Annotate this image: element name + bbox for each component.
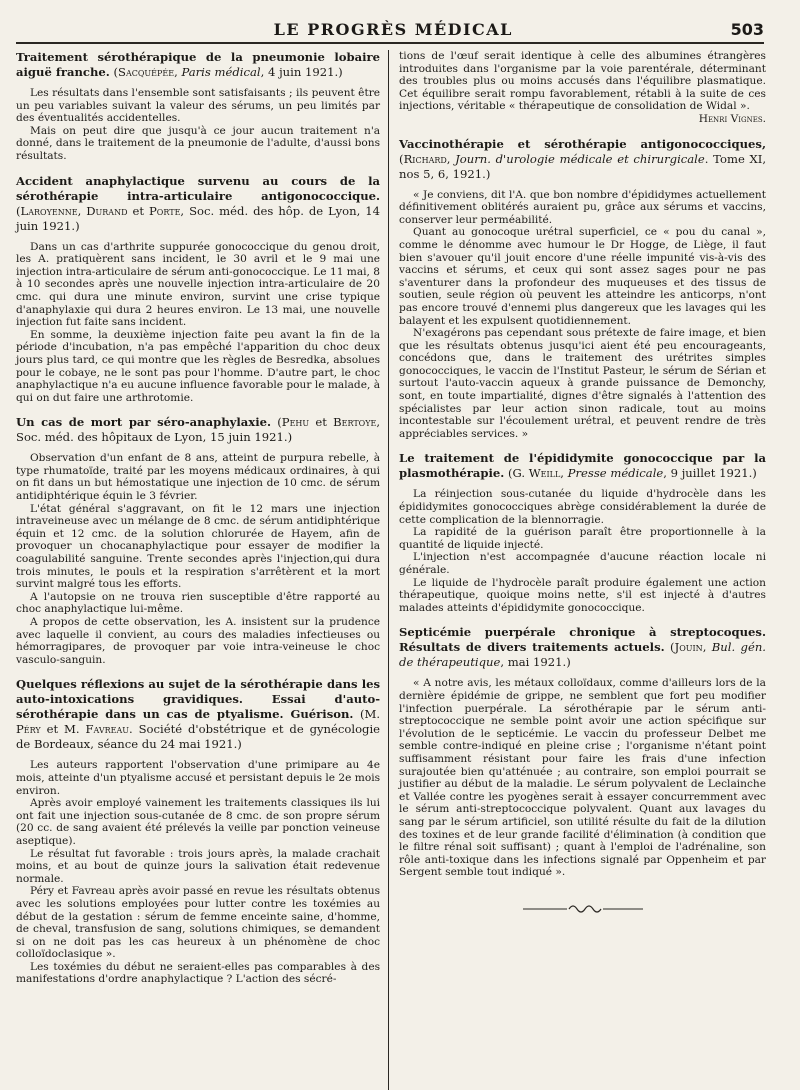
article-paragraph: Observation d'un enfant de 8 ans, atteint de purpura rebelle, à type rhumatoïde, traité par les moyens médicaux ordinaires, à qui on fit dans un but hémostatique une injection de 10 cmc. de sérum antidiphtérique équin le 3 février. <box>16 452 381 503</box>
article-title: Accident anaphylactique survenu au cours de la sérothérapie intra-articulaire antigonococcique. <box>16 173 381 203</box>
citation-run: . Société d'obstétrique et de gynécologie de Bordeaux, séance du 24 mai 1921.) <box>16 722 381 752</box>
citation-run: Bertoye <box>333 415 377 430</box>
article-mort-sero-anaphylaxie <box>16 415 380 666</box>
citation-run: Paris médical <box>181 65 261 79</box>
citation-run: . Tome XI, nos 5, 6, 1921.) <box>399 151 767 181</box>
citation-run: ( <box>271 415 282 430</box>
article-paragraph: Les auteurs rapportent l'observation d'une primipare au 4e mois, atteinte d'un ptyalisme accusé et persistant depuis le 2e mois environ. <box>16 759 381 797</box>
article-paragraph: Dans un cas d'arthrite suppurée gonococcique du genou droit, les A. pratiquèrent sans incident, le 30 avril et le 9 mai une injection intra-articulaire de sérum anti-gonococcique. Le 11 mai, 8 à 10 secondes après une nouvelle injection intra-articulaire de 20 cmc. qui dura une minute environ, survint une crise typique d'anaphylaxie qui dura 2 heures environ. Le 13 mai, une nouvelle injection fut faite sans incident. <box>16 240 381 329</box>
citation-run: , <box>702 640 712 655</box>
citation-run: Sacquépée <box>118 65 175 79</box>
article-paragraph: Les résultats dans l'ensemble sont satisfaisants ; ils peuvent être un peu variables suivant la valeur des sérums, un peu limités par des éventualités accidentelles. <box>16 87 381 125</box>
right-column <box>389 50 768 1090</box>
article-accident-anaphylactique <box>16 174 380 405</box>
citation-run: Pehu <box>281 415 310 430</box>
citation-run: , 9 juillet 1921.) <box>663 466 757 481</box>
article-paragraph: Les toxémies du début ne seraient-elles pas comparables à des manifestations d'ordre anaphylactique ? L'action des sécré- <box>16 960 381 986</box>
citation-run: ( <box>16 203 21 218</box>
citation-run: Presse médicale <box>567 466 664 481</box>
article-paragraph: Le résultat fut favorable : trois jours après, la malade crachait moins, et au bout de quinze jours la salivation était redevenue normale. <box>16 847 381 885</box>
article-auto-intoxications-gravidiques <box>16 677 380 986</box>
article-paragraph: L'injection n'est accompagnée d'aucune réaction locale ni générale. <box>399 551 766 576</box>
citation-run: ( <box>109 65 119 79</box>
citation-run: , <box>560 466 568 481</box>
citation-run: Péry <box>16 722 41 737</box>
citation-run: Favreau <box>85 722 130 737</box>
article-heading <box>16 677 380 752</box>
article-paragraph: La rapidité de la guérison paraît être proportionnelle à la quantité de liquide injecté. <box>399 526 766 551</box>
article-source <box>504 466 757 480</box>
running-title: LE PROGRÈS MÉDICAL <box>273 20 513 39</box>
citation-run: Porte <box>149 203 181 218</box>
article-heading <box>399 451 766 481</box>
citation-run: , 4 juin 1921.) <box>260 65 343 79</box>
citation-run: et M. <box>40 722 86 737</box>
citation-run: Richard <box>403 151 447 166</box>
text-columns <box>10 50 768 1090</box>
article-source <box>16 204 380 233</box>
article-paragraph: « A notre avis, les métaux colloïdaux, comme d'ailleurs lors de la dernière épidémie de grippe, ne semblent que fort peu modifier l'infection puerpérale. La sérothérapie par le sérum anti-streptococcique ne semble point avoir une action spécifique sur l'évolution de le septicémie. Le vaccin du professeur Delbet me semble contre-indiqué en pleine crise ; l'organisme n'étant point suffisamment résistant pour faire les frais d'une infection surajoutée bien qu'atténuée ; au contraire, son emploi pourrait se justifier au début de la maladie. Le sérum polyvalent de Leclainche et Vallée contre les pyogènes serait à essayer concurremment avec le sérum anti-streptococcique polyvalent. Quant aux lavages du sang par le sérum artificiel, son utilité résulte du fait de la dilution des toxines et de leur grande facilité d'élimination (à condition que le filtre rénal soit suffisant) ; quant à l'emploi de l'adrénaline, son rôle anti-toxique dans les infections signalé par Oppenheim et par Sergent semble tout indiqué ». <box>399 677 766 879</box>
article-paragraph: La réinjection sous-cutanée du liquide d'hydrocèle dans les épididymites gonococciques abrège considérablement la durée de cette complication de la blennorragie. <box>399 488 766 526</box>
citation-run: et <box>309 415 334 430</box>
citation-run: , <box>174 65 182 79</box>
article-paragraph: Mais on peut dire que jusqu'à ce jour aucun traitement n'a donné, dans le traitement de la pneumonie de l'adulte, d'aussi bons résultats. <box>16 124 381 162</box>
citation-run: , <box>446 151 456 166</box>
article-source <box>399 152 766 181</box>
article-title: Traitement sérothérapique de la pneumonie lobaire aiguë franche. <box>16 50 381 79</box>
page-number: 503 <box>730 20 764 39</box>
citation-run: Laroyenne <box>20 203 78 218</box>
citation-run: Jouin <box>674 640 703 655</box>
article-vaccinotherapie <box>399 137 766 441</box>
article-title: Quelques réflexions au sujet de la sérothérapie dans les auto-intoxications gravidiques. Essai d'auto-sérothérapie dans un cas de ptyalisme. Guérison. <box>16 677 381 722</box>
article-title: Le traitement de l'épididymite gonococcique par la plasmothérapie. <box>399 451 766 481</box>
article-heading <box>399 625 766 670</box>
article-heading <box>399 137 766 182</box>
article-epididymite <box>399 451 766 614</box>
article-source <box>110 65 343 79</box>
citation-run: (G. <box>504 466 529 481</box>
article-paragraph: Après avoir employé vainement les traitements classiques ils lui ont fait une injection sous-cutanée de 8 cmc. de son propre sérum (20 cc. de sang avaient été prélevés la veille par ponction veineuse aseptique). <box>16 797 381 847</box>
article-paragraph: A propos de cette observation, les A. insistent sur la prudence avec laquelle il convient, au cours des maladies infectieuses ou hémorragipares, de provoquer par voie intra-veineuse le choc vasculo-sanguin. <box>16 616 381 666</box>
citation-run: ( <box>399 151 404 166</box>
citation-run: et <box>127 203 149 218</box>
article-paragraph: tions de l'œuf serait identique à celle des albumines étrangères introduites dans l'organisme par la voie parentérale, déterminant des troubles plus ou moins accusés dans l'équilibre plasmatique. Cet équilibre serait rompu favorablement, rétabli à la suite de ces injections, véritable « thérapeutique de consolidation de Widal ». <box>399 50 766 113</box>
article-heading <box>16 174 380 234</box>
article-paragraph: A l'autopsie on ne trouva rien susceptible d'être rapporté au choc anaphylactique lui-même. <box>16 590 381 616</box>
citation-run: Journ. d'urologie médicale et chirurgicale <box>455 151 705 166</box>
article-heading <box>16 415 380 445</box>
article-paragraph: Quant au gonocoque urétral superficiel, ce « pou du canal », comme le dénomme avec humour le Dr Hogge, de Liège, il faut bien s'avouer qu'il jouit encore d'une réelle impunité vis-à-vis des vaccins et sérums, et ceux qui sont assez sages pour ne pas s'aventurer dans la profondeur des muqueuses et des tissus de soutien, seule région où peuvent les atteindre les anticorps, n'ont pas encore trouvé d'ennemi plus dangereux que les lavages qui les balayent et les expulsent quotidiennement. <box>399 226 766 327</box>
author-signature: Henri Vignes. <box>698 112 766 125</box>
article-title: Septicémie puerpérale chronique à streptocoques. Résultats de divers traitements actuels. <box>399 625 766 655</box>
citation-run: (M. <box>353 707 381 722</box>
citation-run: , mai 1921.) <box>500 655 571 670</box>
left-column <box>10 50 389 1090</box>
article-paragraph: L'état général s'aggravant, on fit le 12 mars une injection intraveineuse avec un mélange de 8 cmc. de sérum antidiphtérique équin et 12 cmc. de la solution chlorurée de Hayem, afin de provoquer un chocanaphylactique pour essayer de modifier la coagulabilité sanguine. Trente secondes après l'injection,qui dura trois minutes, le pouls et la respiration s'arrêtèrent et la mort survint malgré tous les efforts. <box>16 502 381 591</box>
article-heading <box>16 50 380 80</box>
flourish-icon <box>523 902 643 916</box>
citation-run: ( <box>664 640 675 655</box>
end-ornament <box>399 901 766 920</box>
article-paragraph: Péry et Favreau après avoir passé en revue les résultats obtenus avec les solutions employées pour lutter contre les toxémies au début de la gestation : sérum de femme enceinte saine, d'homme, de cheval, transfusion de sang, solutions chimiques, se demandent si on ne doit pas les cas heureux à un phénomène de choc colloïdoclasique ». <box>16 885 381 961</box>
citation-run: , Soc. méd. des hôpitaux de Lyon, 15 juin 1921.) <box>16 415 381 445</box>
article-septicemie-puerperale <box>399 625 766 879</box>
article-paragraph: Le liquide de l'hydrocèle paraît produire également une action thérapeutique, quoique moins nette, s'il est injecté à d'autres malades atteints d'épididymite gonococcique. <box>399 576 766 614</box>
article-title: Vaccinothérapie et sérothérapie antigonococciques, <box>399 136 766 151</box>
citation-run: Bul. gén. de thérapeutique <box>399 640 766 670</box>
article-pneumonie <box>16 50 380 163</box>
article-paragraph: N'exagérons pas cependant sous prétexte de faire image, et bien que les résultats obtenus jusqu'ici aient été peu encourageants, concédons que, dans le traitement des urétrites simples gonococciques, le vaccin de l'Institut Pasteur, le sérum de Sérian et surtout l'auto-vaccin aqueux à grande puissance de Demonchy, sont, en toute impartialité, dignes d'être signalés à l'attention des spécialistes par leur action sinon radicale, tout au moins incontestable sur l'écoulement urétral, et peuvent rendre de très appréciables services. » <box>399 327 766 440</box>
citation-run: , Soc. méd. des hôp. de Lyon, 14 juin 1921.) <box>16 203 381 233</box>
article-paragraph: « Je conviens, dit l'A. que bon nombre d'épididymes actuellement définitivement oblitérés auraient pu, grâce aux sérums et vaccins, conserver leur perméabilité. <box>399 188 766 226</box>
article-title: Un cas de mort par séro-anaphylaxie. <box>16 415 272 430</box>
page-header <box>16 20 764 44</box>
citation-run: Weill <box>528 466 561 481</box>
article-paragraph: En somme, la deuxième injection faite peu avant la fin de la période d'incubation, n'a pas empêché l'apparition du choc deux jours plus tard, ce qui montre que les règles de Besredka, absolues pour le cobaye, ne le sont pas pour l'homme. D'autre part, le choc anaphylactique n'a eu aucune influence favorable pour le malade, à qui on dut faire une arthrotomie. <box>16 328 381 404</box>
citation-run: , <box>77 203 87 218</box>
citation-run: Durand <box>86 203 128 218</box>
article-continuation <box>399 50 766 126</box>
